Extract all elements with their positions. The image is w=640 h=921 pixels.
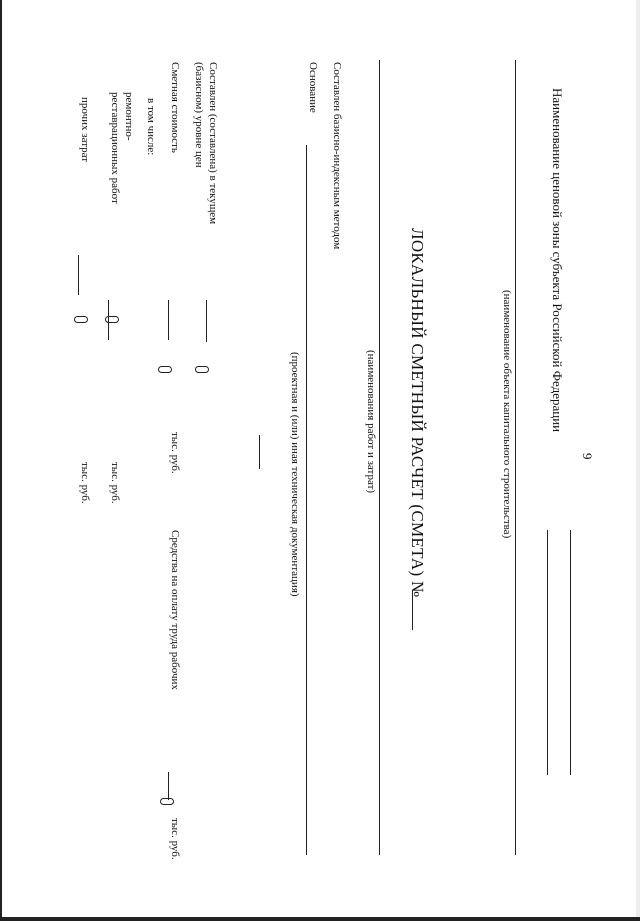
region-line-bottom xyxy=(547,530,548,775)
method-label: Составлен базисно-индексным методом xyxy=(331,62,343,250)
unit-thousand-rub-3: тыс. руб. xyxy=(109,462,121,504)
repair-works-bracket xyxy=(105,316,119,323)
estimate-cost-bracket xyxy=(158,366,172,373)
price-level-line-1: Составлен (составлена) в текущем xyxy=(207,62,219,225)
other-costs-label: прочих затрат xyxy=(79,97,91,163)
page-number: 9 xyxy=(580,453,595,460)
estimate-cost-label: Сметная стоимость xyxy=(169,62,181,153)
object-name-line xyxy=(515,60,516,855)
works-caption: (наименования работ и затрат) xyxy=(365,350,377,494)
repair-line-1: ремонтно- xyxy=(123,92,135,141)
basis-sub-line xyxy=(259,435,260,469)
labor-funds-bracket xyxy=(160,798,174,805)
region-label: Наименование ценовой зоны субъекта Российской Федерации xyxy=(550,88,565,433)
other-costs-line xyxy=(78,255,79,295)
object-caption: (наименование объекта капитального строительства) xyxy=(501,290,513,539)
repair-line-2: реставрационных работ xyxy=(109,92,121,204)
basis-line xyxy=(306,145,307,855)
labor-funds-line xyxy=(168,772,169,800)
price-level-line-2: (базисном) уровне цен xyxy=(193,62,205,168)
unit-thousand-rub-4: тыс. руб. xyxy=(79,462,91,504)
labor-funds-label: Средства на оплату труда рабочих xyxy=(169,530,181,690)
other-costs-bracket xyxy=(74,316,88,323)
including-label: в том числе: xyxy=(145,98,157,156)
works-name-line xyxy=(379,60,380,855)
basis-label: Основание xyxy=(307,62,319,113)
unit-thousand-rub-2: тыс. руб. xyxy=(169,818,181,860)
document-title: ЛОКАЛЬНЫЙ СМЕТНЫЙ РАСЧЕТ (СМЕТА) № xyxy=(408,228,427,598)
region-line-top xyxy=(570,530,571,775)
estimate-cost-line xyxy=(168,300,169,340)
docs-caption: (проектная и (или) иная техническая документация) xyxy=(289,352,301,597)
estimate-number-line xyxy=(412,590,413,630)
price-level-bracket xyxy=(195,366,209,373)
unit-thousand-rub-1: тыс. руб. xyxy=(169,432,181,474)
price-level-line xyxy=(206,300,207,342)
